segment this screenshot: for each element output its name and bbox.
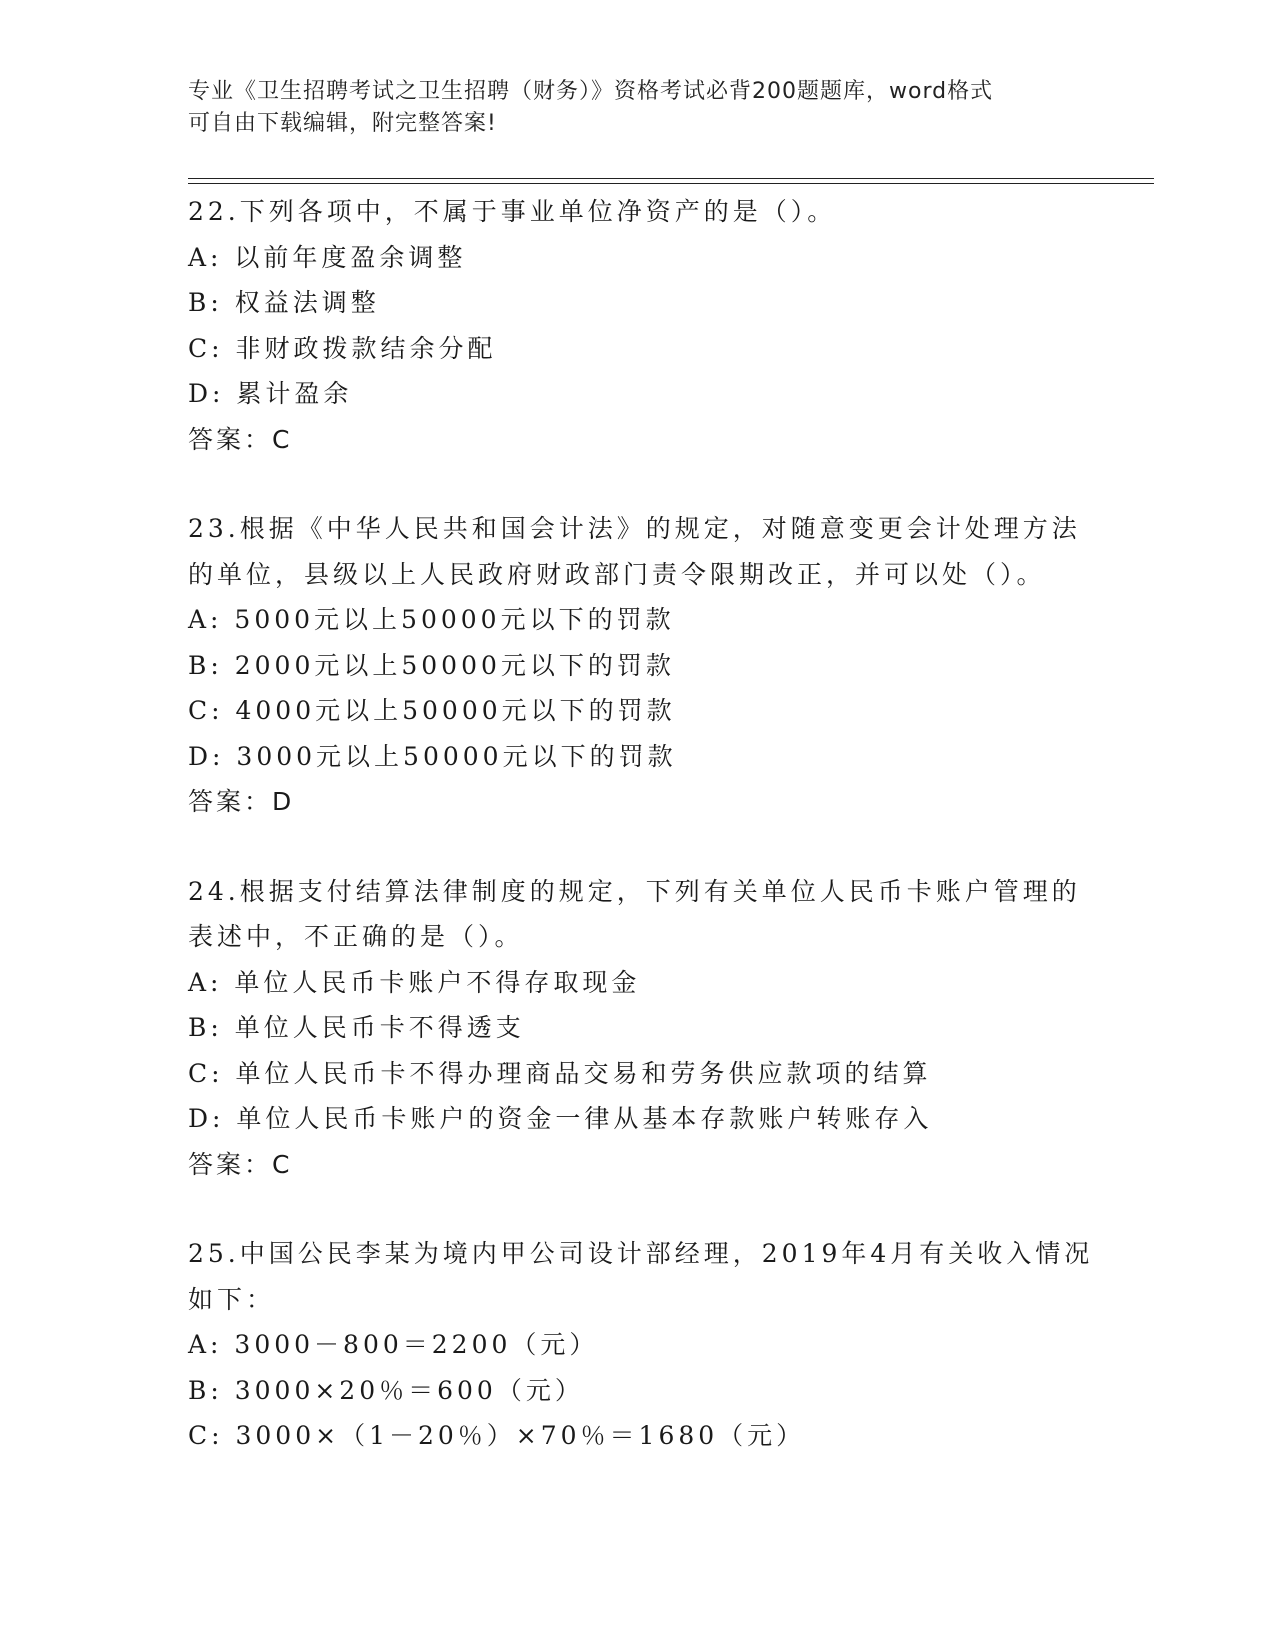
question-stem: 23.根据《中华人民共和国会计法》的规定，对随意变更会计处理方法 bbox=[188, 514, 1081, 543]
option-c: C: 非财政拨款结余分配 bbox=[188, 333, 497, 363]
option-b: B: 单位人民币卡不得透支 bbox=[188, 1013, 525, 1042]
option-b: B: 3000×20％＝600（元） bbox=[188, 1375, 584, 1405]
option-b: B: 2000元以上50000元以下的罚款 bbox=[188, 650, 675, 680]
answer-label: 答案：D bbox=[188, 787, 295, 816]
option-c: C: 4000元以上50000元以下的罚款 bbox=[188, 696, 676, 725]
document-header bbox=[188, 76, 1088, 140]
question-stem: 24.根据支付结算法律制度的规定，下列有关单位人民币卡账户管理的 bbox=[188, 876, 1081, 906]
question-spacer bbox=[188, 1187, 1148, 1231]
option-d: D: 3000元以上50000元以下的罚款 bbox=[188, 741, 677, 771]
question-22 bbox=[188, 189, 1148, 462]
question-stem-continued: 表述中，不正确的是（）。 bbox=[188, 922, 524, 951]
question-spacer bbox=[188, 462, 1148, 506]
header-divider-top bbox=[188, 178, 1154, 179]
option-d: D: 单位人民币卡账户的资金一律从基本存款账户转账存入 bbox=[188, 1104, 933, 1133]
answer-label: 答案：C bbox=[188, 424, 293, 454]
question-stem: 25.中国公民李某为境内甲公司设计部经理，2019年4月有关收入情况 bbox=[188, 1239, 1094, 1268]
question-list bbox=[188, 189, 1148, 1459]
option-a: A: 5000元以上50000元以下的罚款 bbox=[188, 605, 675, 634]
question-25 bbox=[188, 1231, 1148, 1459]
option-a: A: 3000－800＝2200（元） bbox=[188, 1330, 599, 1359]
option-d: D: 累计盈余 bbox=[188, 379, 353, 408]
answer-label: 答案：C bbox=[188, 1149, 293, 1179]
question-stem: 22.下列各项中，不属于事业单位净资产的是（）。 bbox=[188, 197, 837, 226]
option-b: B: 权益法调整 bbox=[188, 288, 380, 317]
question-stem-continued: 的单位，县级以上人民政府财政部门责令限期改正，并可以处（）。 bbox=[188, 559, 1046, 589]
option-a: A: 单位人民币卡账户不得存取现金 bbox=[188, 967, 641, 997]
option-a: A: 以前年度盈余调整 bbox=[188, 242, 467, 272]
header-divider-bottom bbox=[188, 183, 1154, 184]
header-line-1: 专业《卫生招聘考试之卫生招聘（财务）》资格考试必背200题题库，word格式 bbox=[188, 79, 994, 104]
option-c: C: 3000×（1－20％）×70％＝1680（元） bbox=[188, 1421, 806, 1450]
question-stem-continued: 如下： bbox=[188, 1284, 276, 1314]
question-24 bbox=[188, 869, 1148, 1188]
option-c: C: 单位人民币卡不得办理商品交易和劳务供应款项的结算 bbox=[188, 1058, 932, 1088]
question-spacer bbox=[188, 825, 1148, 869]
header-line-2: 可自由下载编辑，附完整答案! bbox=[188, 111, 497, 136]
question-23 bbox=[188, 506, 1148, 825]
